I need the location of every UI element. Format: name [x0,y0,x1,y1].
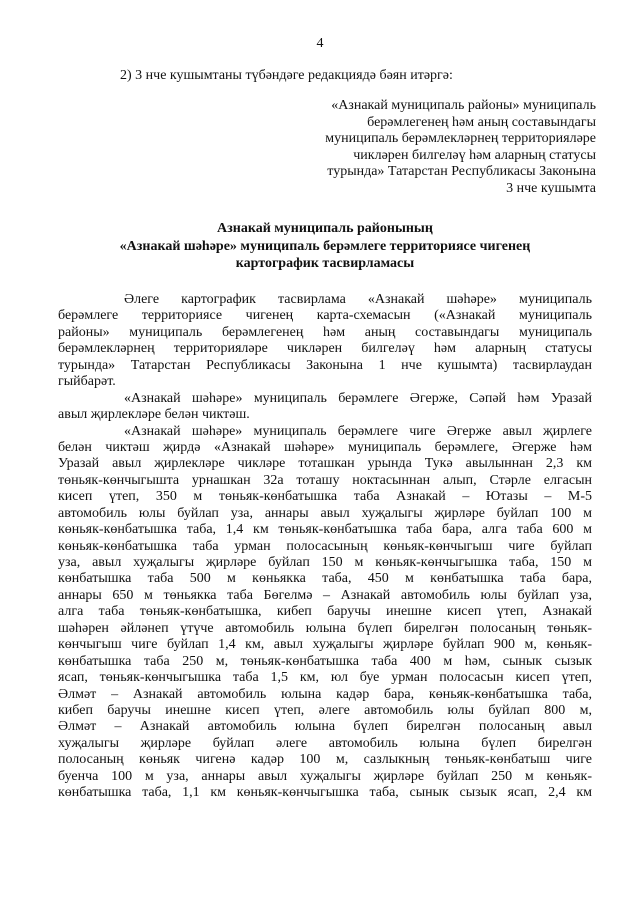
paragraph-line: гыйбарәт. [58,374,116,390]
annex-reference-block [266,98,596,198]
paragraph-line: көнчыгыш чиге буйлап 1,4 км, авыл хуҗалыгы җирләре буйлап 900 м, көньяк- [58,637,592,653]
page-number: 4 [316,36,324,51]
paragraph-line: Уразай авыл җирлекләре чикләре тоташкан урында Тукә авылыннан 2,3 км [58,456,592,472]
paragraph-line: Әлмәт – Азнакай автомобиль юлына кадәр бара, көньяк-көнбатышка таба, [58,686,592,702]
paragraph-line: районы» муниципаль берәмлегенең һәм аның составындагы муниципаль [58,324,592,340]
paragraph-line: Әлмәт – Азнакай автомобиль юлына бүлеп бирелгән полосаның авыл [58,719,592,735]
paragraph-line: турында» Татарстан Республикасы Законына 1 нче кушымта) тасвирлаудан [58,357,592,373]
reference-line: «Азнакай муниципаль районы» муниципаль [331,98,596,113]
body-text [58,292,592,802]
paragraph-line: берәмлеге территориясе чигенең карта-схемасын («Азнакай муниципаль [58,308,592,324]
paragraph-line: буенча 100 м уза, аннары авыл хуҗалыгы җирләре буйлап 250 м көньяк- [58,768,592,784]
paragraph-line: көньяк-көнбатышка таба урман полосасының көньяк-көнчыгыш чиге буйлап [58,538,592,554]
paragraph-line: көнбатышка таба 250 м, төньяк-көнбатышка таба 400 м һәм, сынык сызык [58,653,592,669]
paragraph-line: «Азнакай шәһәре» муниципаль берәмлеге Әгерже, Сәпәй һәм Уразай [124,390,592,406]
paragraph-line: шәһәрен әйләнеп үтүче автомобиль юлына бүлеп бирелгән полосаның төньяк- [58,620,592,636]
paragraph-line: автомобиль юлы буйлап уза, аннары авыл хуҗалыгы җирләре буйлап 100 м [58,505,592,521]
paragraph-line: төньяк-көнчыгышта урнашкан 32а тоташу ноктасыннан алып, Стәрле елгасын [58,472,592,488]
paragraph-line: авыл җирлекләре белән чиктәш. [58,407,250,423]
paragraph-line: уза, авыл хуҗалыгы җирләре буйлап 150 м көньяк-көнчыгышка таба, 150 м [58,555,592,570]
reference-line: чикләрен билгеләү һәм аларның статусы [353,147,596,163]
reference-line: турында» Татарстан Республикасы Законына [327,164,596,180]
paragraph-line: кибеп баручы инешне кисеп үтеп, әлеге автомобиль юлы буйлап 800 м, [58,702,592,718]
paragraph-line: «Азнакай шәһәре» муниципаль берәмлеге чиге Әгерже авыл җирлеге [124,423,592,439]
heading-line: картографик тасвирламасы [235,256,415,271]
paragraph-line: берәмлекләрнең территорияләре чикләрен билгеләү һәм аларның статусы [58,341,592,357]
paragraph-line: белән чиктәш җирдә «Азнакай шәһәре» муниципаль берәмлеге, Әгерже һәм [58,439,592,455]
reference-line: муниципаль берәмлекләрнең территорияләре [325,131,596,147]
paragraph-line: хуҗалыгы җирләре буйлап әлеге автомобиль юлына бүлеп бирелгән [58,735,592,751]
paragraph-line: полосаның көньяк чигенә кадәр 100 м, сазлыкның төньяк-көнбатыш чиге [58,752,592,768]
paragraph-line: ясап, төньяк-көнчыгышка таба 1,5 км, юл буе урман полосасын кисеп үтеп, [58,670,592,686]
heading-line: «Азнакай шәһәре» муниципаль берәмлеге территориясе чигенең [119,238,531,254]
paragraph [58,292,592,391]
annex-number: 3 нче кушымта [506,180,596,196]
paragraph-line: кисеп үтеп, 350 м төньяк-көнбатышка таба Азнакай – Ютазы – М-5 [58,489,592,505]
paragraph-line: көньяк-көнбатышка таба, 1,4 км төньяк-көнбатышка таба бара, алга таба 600 м [58,522,592,538]
intro-instruction: 2) 3 нче кушымтаны түбәндәге редакциядә бәян итәргә: [120,68,453,83]
paragraph-line: Әлеге картографик тасвирлама «Азнакай шәһәре» муниципаль [124,292,592,307]
paragraph-line: көнбатышка таба 500 м көньякка таба, 450 м көнбатышка таба бара, [58,571,592,587]
paragraph [58,391,592,424]
reference-line: берәмлегенең һәм аның составындагы [367,114,596,130]
paragraph [58,424,592,802]
paragraph-line: көнбатышка таба, 1,1 км көньяк-көнчыгышка таба, сынык сызык ясап, 2,4 км [58,785,592,801]
paragraph-line: алга таба төньяк-көнбатышка, кибеп баручы инешне кисеп үтеп, Азнакай [58,604,592,620]
heading-line: Азнакай муниципаль районының [217,221,433,236]
document-heading [70,220,580,273]
paragraph-line: аннары 650 м төньякка таба Бөгелмә – Азнакай автомобиль юлы буйлап уза, [58,587,592,603]
